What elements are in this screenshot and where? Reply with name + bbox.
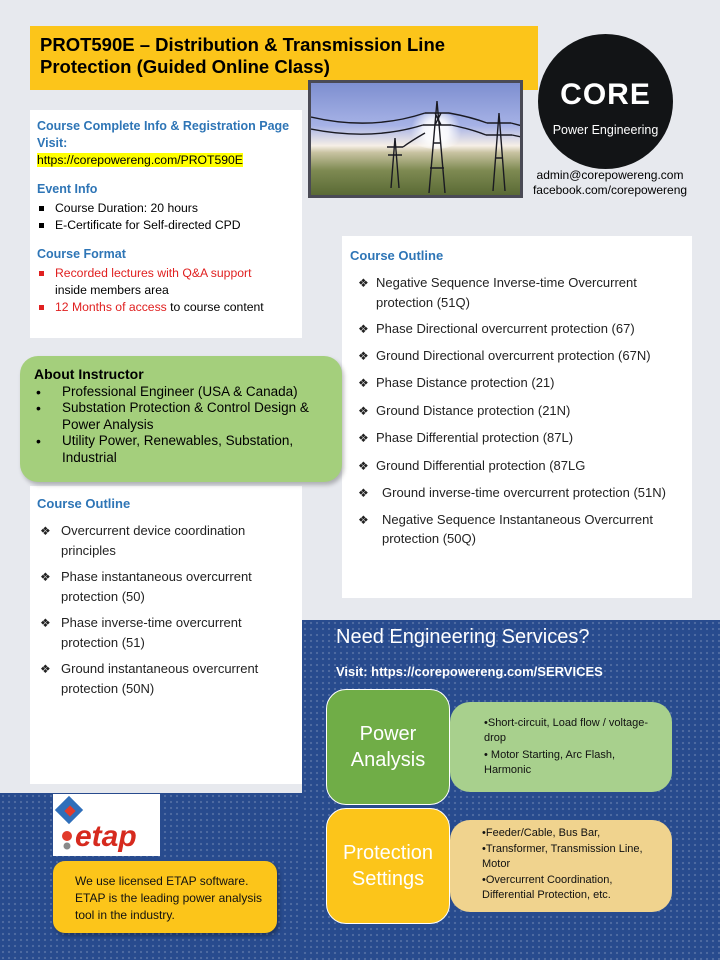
registration-heading: Course Complete Info & Registration Page Visit:: [37, 119, 290, 150]
format-text: inside members area: [55, 283, 169, 297]
towers-illustration: [311, 83, 523, 198]
diamond-bullet-icon: ❖: [358, 458, 369, 473]
course-format-list: [37, 265, 295, 316]
etap-wordmark: etap: [75, 820, 137, 853]
services-link[interactable]: Visit: https://corepowereng.com/SERVICES: [336, 664, 603, 679]
power-analysis-details: [450, 702, 672, 792]
diamond-bullet-icon: ❖: [358, 376, 369, 390]
protection-item: •Transformer, Transmission Line, Motor: [482, 843, 643, 870]
course-format-heading: Course Format: [37, 247, 126, 261]
registration-link-row: [37, 152, 295, 169]
power-line-2: Analysis: [350, 749, 426, 771]
outline-heading: Course Outline: [350, 248, 444, 263]
diamond-bullet-icon: ❖: [358, 276, 369, 290]
outline-item: ❖ Ground Distance protection (21N): [350, 401, 684, 421]
format-highlight: 12 Months of access: [55, 300, 167, 314]
format-highlight: Recorded lectures with Q&A support: [55, 266, 252, 280]
contact-info: [520, 168, 700, 197]
instructor-item: • Professional Engineer (USA & Canada): [36, 383, 298, 400]
power-analysis-tile[interactable]: [326, 689, 450, 805]
outline-item: ❖ Phase inverse-time overcurrent protection (51): [40, 615, 242, 650]
contact-facebook[interactable]: facebook.com/corepowereng: [532, 182, 688, 197]
outline-item: ❖ Negative Sequence Instantaneous Overcurrent protection (50Q): [358, 511, 654, 546]
outline-item: ❖ Ground Differential protection (87LG: [350, 456, 684, 476]
protection-settings-details: [450, 820, 672, 912]
protection-item: •Overcurrent Coordination, Differential Protection, etc.: [482, 874, 613, 901]
diamond-bullet-icon: ❖: [358, 431, 369, 445]
outline-item: ❖ Phase instantaneous overcurrent protection (50): [40, 569, 252, 604]
diamond-bullet-icon: ❖: [358, 322, 369, 336]
outline-item: ❖ Negative Sequence Inverse-time Overcurrent protection (51Q): [358, 275, 637, 310]
logo-subtitle: Power Engineering: [552, 123, 659, 137]
outline-item: ❖ Phase Distance protection (21): [350, 373, 684, 393]
about-instructor-box: [20, 356, 342, 482]
event-info-item: E-Certificate for Self-directed CPD: [55, 217, 295, 234]
diamond-bullet-icon: ❖: [40, 662, 51, 676]
contact-email[interactable]: admin@corepowereng.com: [536, 168, 684, 182]
event-info-heading: Event Info: [37, 182, 98, 196]
outline-item: ❖ Phase Differential protection (87L): [350, 428, 684, 448]
outline-item: ❖ Overcurrent device coordination principles: [40, 523, 246, 558]
outline-item: ❖ Phase Directional overcurrent protection (67): [350, 319, 684, 339]
diamond-bullet-icon: ❖: [358, 348, 369, 363]
etap-logo: [53, 794, 160, 856]
title-line-2: Protection (Guided Online Class): [40, 56, 330, 77]
diamond-bullet-icon: ❖: [358, 486, 369, 500]
course-format-item: [55, 265, 295, 299]
protection-settings-tile[interactable]: [326, 808, 450, 924]
course-format-item: [55, 299, 295, 316]
instructor-heading: About Instructor: [34, 366, 144, 382]
outline-item: ❖ Ground inverse-time overcurrent protection (51N): [350, 483, 684, 503]
protection-line-1: Protection: [342, 842, 434, 864]
core-logo: [538, 34, 673, 169]
protection-line-2: Settings: [351, 868, 425, 890]
diamond-bullet-icon: ❖: [358, 403, 369, 418]
instructor-item: • Utility Power, Renewables, Substation, Industrial: [36, 433, 294, 465]
etap-message-box: [53, 861, 277, 933]
diamond-bullet-icon: ❖: [358, 512, 369, 527]
power-item: •Short-circuit, Load flow / voltage-drop: [484, 717, 649, 744]
power-line-1: Power: [359, 723, 417, 745]
event-info-item: Course Duration: 20 hours: [55, 200, 295, 217]
logo-word: CORE: [560, 78, 651, 111]
instructor-item: • Substation Protection & Control Design & Power Analysis: [36, 400, 309, 432]
transmission-towers-photo: [308, 80, 523, 198]
protection-item: •Feeder/Cable, Bus Bar,: [482, 827, 601, 839]
outline-item: ❖ Ground instantaneous overcurrent protection (50N): [40, 661, 259, 696]
course-outline-right: [342, 236, 692, 598]
registration-link[interactable]: https://corepowereng.com/PROT590E: [37, 153, 243, 167]
format-text: to course content: [170, 300, 264, 314]
course-outline-left: [30, 486, 302, 784]
etap-message: We use licensed ETAP software. ETAP is the leading power analysis tool in the industry.: [75, 874, 262, 922]
power-item: • Motor Starting, Arc Flash, Harmonic: [484, 749, 616, 776]
diamond-bullet-icon: ❖: [40, 616, 51, 630]
course-info-panel: [30, 110, 302, 338]
etap-logo-mark: [53, 794, 160, 856]
diamond-bullet-icon: ❖: [40, 524, 51, 538]
outline-heading: Course Outline: [37, 496, 131, 511]
title-line-1: PROT590E – Distribution & Transmission Line: [40, 34, 446, 55]
diamond-bullet-icon: ❖: [40, 570, 51, 584]
outline-item: ❖ Ground Directional overcurrent protection (67N): [350, 346, 684, 366]
services-title: Need Engineering Services?: [336, 626, 590, 648]
event-info-list: [37, 200, 295, 234]
